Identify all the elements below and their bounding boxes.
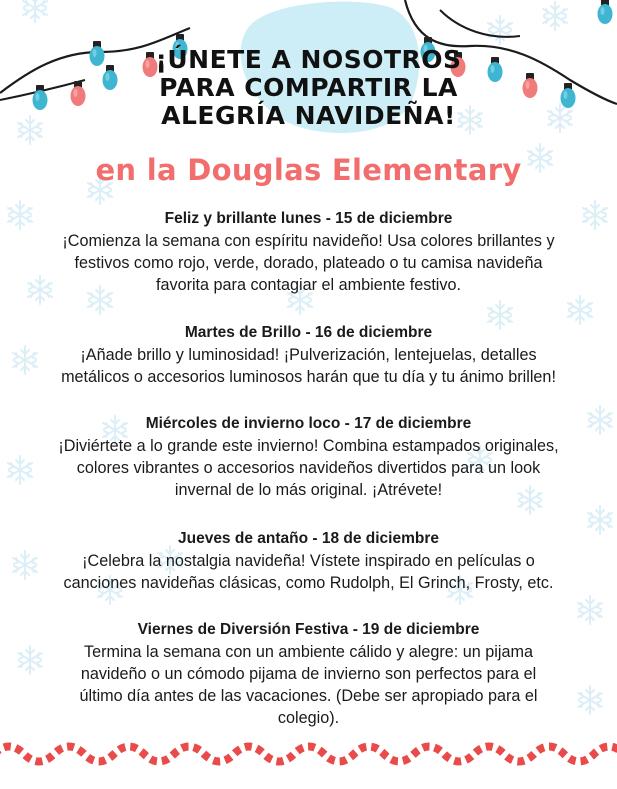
day-description-line: ¡Diviértete a lo grande este invierno! Combina estampados originales, [58,437,559,455]
day-description-line: metálicos o accesorios luminosos harán que tu día y tu ánimo brillen! [61,368,556,386]
day-description-line: navideño o un cómodo pijama de invierno son perfectos para el [80,665,537,683]
candy-cane-border [0,747,617,762]
day-description-line: colegio). [277,709,340,727]
day-heading: Feliz y brillante lunes - 15 de diciembre [164,210,453,227]
day-heading: Martes de Brillo - 16 de diciembre [184,324,433,341]
day-heading: Miércoles de invierno loco - 17 de diciembre [145,415,472,432]
day-description-line: invernal de lo más original. ¡Atrévete! [174,481,443,499]
day-description-line: colores vibrantes o accesorios navideños divertidos para un look [76,459,541,477]
main-title [0,46,617,130]
day-description-line: Termina la semana con un ambiente cálido y alegre: un pijama [83,643,533,661]
day-section-wednesday [0,413,617,501]
day-description-line: ¡Celebra la nostalgia navideña! Vístete inspirado en películas o [82,552,535,570]
day-heading: Viernes de Diversión Festiva - 19 de diciembre [137,621,480,638]
day-description-line: último día antes de las vacaciones. (Debe ser apropiado para el [79,687,538,705]
day-description-line: favorita para contagiar el ambiente festivo. [155,276,462,294]
title-line-3: ALEGRÍA NAVIDEÑA! [161,101,456,130]
day-heading: Jueves de antaño - 18 de diciembre [177,530,440,547]
day-description-line: festivos como rojo, verde, dorado, plateado o tu camisa navideña [74,254,543,272]
day-section-friday [0,619,617,729]
title-line-2: PARA COMPARTIR LA [159,73,458,102]
day-section-tuesday [0,322,617,388]
day-section-thursday [0,528,617,594]
day-description-line: canciones navideñas clásicas, como Rudolph, El Grinch, Frosty, etc. [63,574,554,592]
school-subtitle: en la Douglas Elementary [95,153,522,187]
day-description-line: ¡Añade brillo y luminosidad! ¡Pulverización, lentejuelas, detalles [80,346,537,364]
day-section-monday [0,208,617,296]
title-line-1: ¡ÚNETE A NOSOTROS [155,45,462,74]
day-description-line: ¡Comienza la semana con espíritu navideño! Usa colores brillantes y [62,232,555,250]
